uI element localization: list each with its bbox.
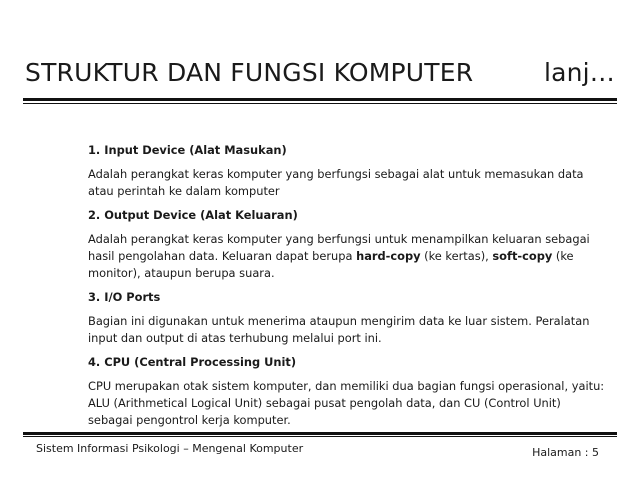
section-text-input-device: Adalah perangkat keras komputer yang berfungsi sebagai alat untuk memasukan data atau perintah ke dalam komputer — [88, 167, 584, 198]
output-text-part3: (ke monitor), ataupun berupa suara. — [88, 249, 574, 280]
slide-content — [88, 142, 608, 436]
section-heading-input-device: 1. Input Device (Alat Masukan) — [88, 143, 287, 157]
footer-page-number: Halaman : 5 — [532, 446, 599, 459]
title-divider — [23, 98, 617, 104]
soft-copy-term: soft-copy — [492, 249, 553, 263]
output-text-part2: (ke kertas), — [420, 249, 493, 263]
section-heading-io-ports: 3. I/O Ports — [88, 290, 161, 304]
hard-copy-term: hard-copy — [356, 249, 421, 263]
footer-course-title: Sistem Informasi Psikologi – Mengenal Komputer — [36, 442, 304, 455]
output-text-part1: Adalah perangkat keras komputer yang berfungsi untuk menampilkan keluaran sebagai hasil pengolahan data. Keluaran dapat berupa — [88, 232, 590, 263]
section-text-io-ports: Bagian ini digunakan untuk menerima ataupun mengirim data ke luar sistem. Peralatan input dan output di atas terhubung melalui port ini. — [88, 314, 590, 345]
section-text-cpu: CPU merupakan otak sistem komputer, dan memiliki dua bagian fungsi operasional, yaitu: ALU (Arithmetical Logical Unit) sebagai pusat pengolah data, dan CU (Control Unit) sebagai pengontrol kerja komputer. — [88, 379, 605, 427]
continuation-label: lanj… — [543, 58, 615, 87]
section-text-output-device — [88, 231, 608, 282]
slide-title-bar — [25, 58, 615, 88]
section-heading-cpu: 4. CPU (Central Processing Unit) — [88, 355, 297, 369]
slide-title: STRUKTUR DAN FUNGSI KOMPUTER — [25, 58, 474, 87]
footer-divider — [23, 432, 617, 437]
section-heading-output-device: 2. Output Device (Alat Keluaran) — [88, 208, 298, 222]
